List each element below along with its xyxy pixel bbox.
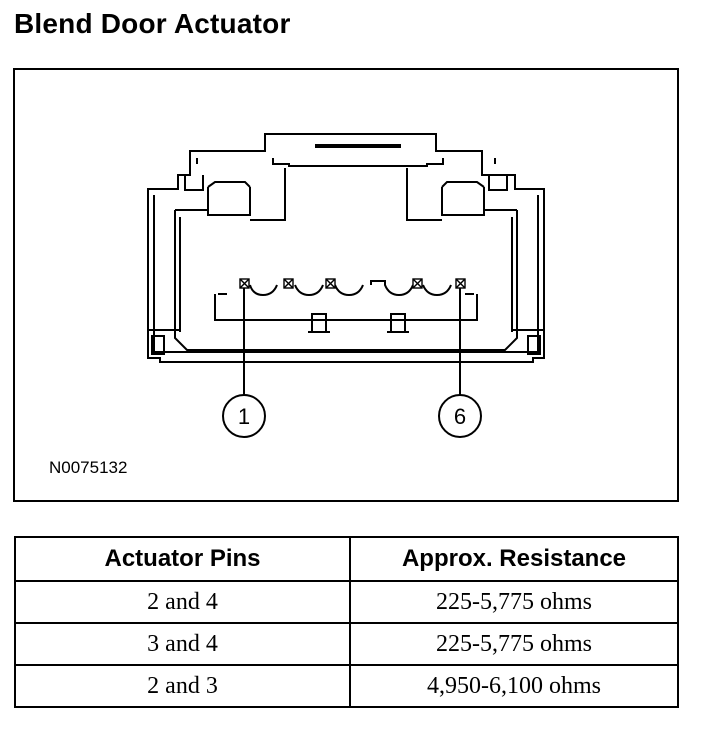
resistance-cell: 4,950-6,100 ohms [350, 665, 678, 707]
pins-cell: 3 and 4 [15, 623, 350, 665]
resistance-cell: 225-5,775 ohms [350, 623, 678, 665]
table-row [15, 581, 678, 623]
table-row [15, 623, 678, 665]
column-header-pins: Actuator Pins [15, 537, 350, 581]
resistance-table [14, 536, 679, 708]
figure-code: N0075132 [49, 458, 128, 477]
pin-4 [413, 279, 422, 288]
resistance-cell: 225-5,775 ohms [350, 581, 678, 623]
connector-housing [148, 134, 544, 362]
pin-6 [456, 279, 465, 288]
connector-drawing [15, 70, 677, 500]
callout-label-1: 1 [237, 404, 251, 429]
pins-cell: 2 and 3 [15, 665, 350, 707]
pin-1 [240, 279, 249, 288]
page-title: Blend Door Actuator [14, 8, 291, 39]
column-header-resistance: Approx. Resistance [350, 537, 678, 581]
pin-3 [326, 279, 335, 288]
pin-2 [284, 279, 293, 288]
table-header-row [15, 537, 678, 581]
connector-diagram [13, 68, 679, 502]
callout-label-6: 6 [453, 404, 467, 429]
pins-cell: 2 and 4 [15, 581, 350, 623]
table-row [15, 665, 678, 707]
